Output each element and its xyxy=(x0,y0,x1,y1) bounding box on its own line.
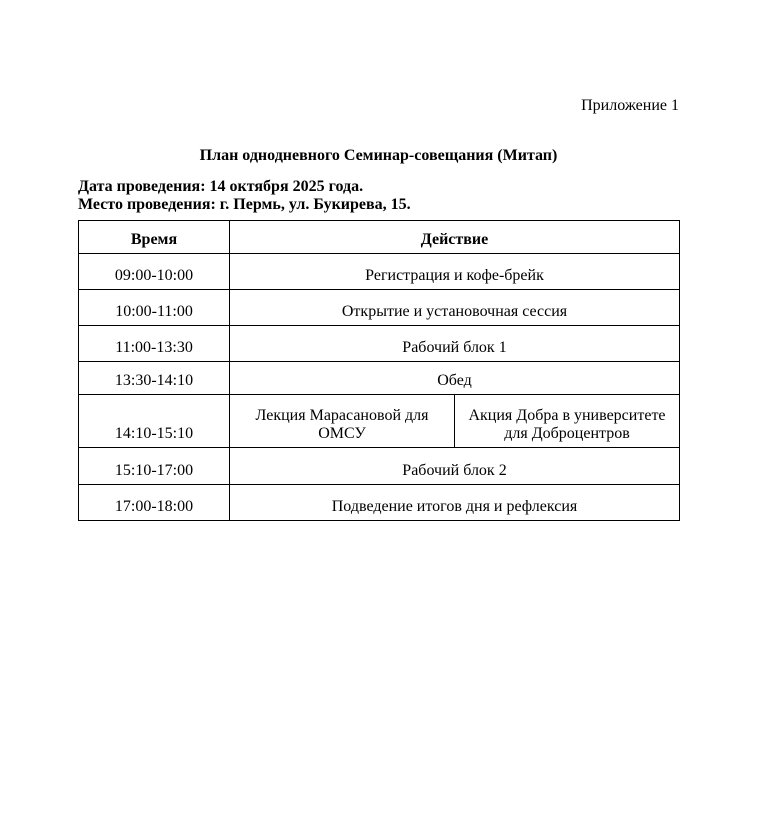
action-cell: Рабочий блок 1 xyxy=(230,326,680,362)
col-header-action: Действие xyxy=(230,221,680,254)
col-header-time: Время xyxy=(79,221,230,254)
table-row xyxy=(79,326,680,362)
time-cell: 10:00-11:00 xyxy=(79,290,230,326)
action-cell-right: Акция Добра в университете для Доброцентров xyxy=(455,395,680,448)
action-cell-left: Лекция Марасановой для ОМСУ xyxy=(230,395,455,448)
table-row xyxy=(79,290,680,326)
table-row xyxy=(79,448,680,485)
event-place-line: Место проведения: г. Пермь, ул. Букирева, 15. xyxy=(78,196,411,213)
document-title: План однодневного Семинар-совещания (Митап) xyxy=(199,147,558,164)
event-meta xyxy=(78,178,679,214)
action-cell: Рабочий блок 2 xyxy=(230,448,680,485)
time-cell: 11:00-13:30 xyxy=(79,326,230,362)
schedule-table xyxy=(78,220,680,521)
event-date-line: Дата проведения: 14 октября 2025 года. xyxy=(78,178,364,195)
action-cell: Обед xyxy=(230,362,680,395)
appendix-label: Приложение 1 xyxy=(581,97,679,114)
time-cell: 14:10-15:10 xyxy=(79,395,230,448)
action-cell: Открытие и установочная сессия xyxy=(230,290,680,326)
table-header-row xyxy=(79,221,680,254)
table-row xyxy=(79,254,680,290)
time-cell: 09:00-10:00 xyxy=(79,254,230,290)
table-row xyxy=(79,362,680,395)
time-cell: 13:30-14:10 xyxy=(79,362,230,395)
time-cell: 15:10-17:00 xyxy=(79,448,230,485)
table-row xyxy=(79,485,680,521)
table-row-split xyxy=(79,395,680,448)
action-cell: Регистрация и кофе-брейк xyxy=(230,254,680,290)
document-content xyxy=(78,0,679,521)
action-cell: Подведение итогов дня и рефлексия xyxy=(230,485,680,521)
time-cell: 17:00-18:00 xyxy=(79,485,230,521)
